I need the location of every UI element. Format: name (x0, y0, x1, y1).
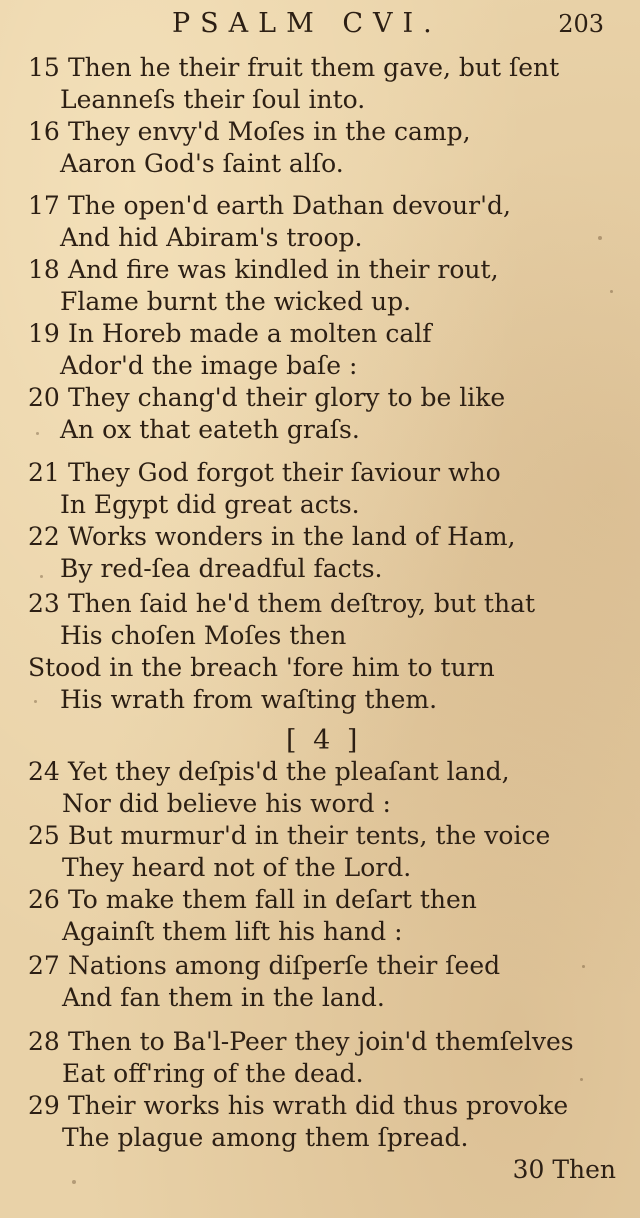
verse-line (28, 457, 501, 489)
verse-line (28, 318, 431, 350)
verse-text: The plague among them ſpread. (62, 1123, 469, 1152)
verse-text: Stood in the breach 'fore him to turn (28, 653, 495, 682)
catchword: 30 Then (512, 1155, 616, 1184)
verse-line (28, 884, 477, 916)
verse-text: Yet they deſpis'd the pleaſant land, (68, 757, 510, 786)
verse-number: 17 (28, 191, 60, 220)
verse-continuation-line (62, 788, 391, 820)
verse-continuation-line (28, 652, 495, 684)
verse-text: They chang'd their glory to be like (68, 383, 506, 412)
verse-text: Aaron God's ſaint alſo. (60, 149, 344, 178)
ink-speck (36, 432, 39, 435)
verse-text: Againſt them lift his hand : (62, 917, 403, 946)
verse-line (28, 1026, 574, 1058)
verse-line (28, 116, 471, 148)
verse-continuation-line (60, 620, 346, 652)
verse-number: 22 (28, 522, 60, 551)
verse-continuation-line (60, 414, 360, 446)
section-number: [ 4 ] (286, 725, 362, 756)
verse-number: 21 (28, 458, 60, 487)
verse-line (28, 820, 550, 852)
verse-text: They envy'd Moſes in the camp, (68, 117, 471, 146)
verse-number: 24 (28, 757, 60, 786)
verse-continuation-line (62, 852, 411, 884)
ink-speck (610, 290, 613, 293)
verse-text: To make them fall in deſart then (68, 885, 477, 914)
verse-continuation-line (60, 222, 362, 254)
ink-speck (72, 1180, 76, 1184)
verse-continuation-line (60, 84, 365, 116)
verse-text: Their works his wrath did thus provoke (68, 1091, 569, 1120)
verse-number: 16 (28, 117, 60, 146)
page-number: 203 (558, 10, 604, 38)
verse-text: His wrath from waſting them. (60, 685, 438, 714)
verse-continuation-line (60, 286, 411, 318)
verse-line (28, 382, 505, 414)
verse-continuation-line (62, 1122, 468, 1154)
verse-number: 18 (28, 255, 60, 284)
verse-text: Works wonders in the land of Ham, (68, 522, 516, 551)
verse-text: In Horeb made a molten calf (68, 319, 432, 348)
verse-text: By red-ſea dreadful facts. (60, 554, 383, 583)
verse-line (28, 1090, 568, 1122)
verse-text: Then ſaid he'd them deſtroy, but that (68, 589, 536, 618)
verse-text: Leanneſs their ſoul into. (60, 85, 366, 114)
verse-number: 27 (28, 951, 60, 980)
verse-continuation-line (60, 148, 344, 180)
verse-text: Eat off'ring of the dead. (62, 1059, 364, 1088)
verse-line (28, 254, 499, 286)
verse-text: Nor did believe his word : (62, 789, 391, 818)
ink-speck (582, 965, 585, 968)
verse-text: Flame burnt the wicked up. (60, 287, 412, 316)
ink-speck (598, 236, 602, 240)
verse-text: And hid Abiram's troop. (60, 223, 363, 252)
verse-text: Ador'd the image baſe : (60, 351, 358, 380)
verse-text: The open'd earth Dathan devour'd, (68, 191, 511, 220)
verse-number: 28 (28, 1027, 60, 1056)
verse-number: 26 (28, 885, 60, 914)
verse-number: 20 (28, 383, 60, 412)
verse-text: An ox that eateth graſs. (60, 415, 360, 444)
verse-text: And fire was kindled in their rout, (68, 255, 499, 284)
verse-continuation-line (60, 553, 382, 585)
verse-line (28, 521, 516, 553)
verse-number: 19 (28, 319, 60, 348)
verse-continuation-line (60, 684, 437, 716)
verse-text: His choſen Moſes then (60, 621, 347, 650)
verse-number: 23 (28, 589, 60, 618)
verse-continuation-line (60, 350, 357, 382)
verse-continuation-line (60, 489, 360, 521)
verse-line (28, 756, 510, 788)
verse-number: 25 (28, 821, 60, 850)
verse-continuation-line (62, 916, 403, 948)
verse-text: Nations among diſperſe their ſeed (68, 951, 501, 980)
ink-speck (34, 700, 37, 703)
verse-line (28, 950, 500, 982)
verse-text: And fan them in the land. (62, 983, 385, 1012)
verse-continuation-line (62, 1058, 364, 1090)
verse-number: 29 (28, 1091, 60, 1120)
verse-text: In Egypt did great acts. (60, 490, 360, 519)
verse-continuation-line (62, 982, 385, 1014)
verse-text: Then to Ba'l-Peer they join'd themſelves (68, 1027, 574, 1056)
verse-number: 15 (28, 53, 60, 82)
verse-line (28, 588, 535, 620)
ink-speck (580, 1078, 583, 1081)
verse-text: They God forgot their ſaviour who (68, 458, 501, 487)
verse-text: Then he their fruit them gave, but ſent (68, 53, 560, 82)
ink-speck (40, 575, 43, 578)
verse-line (28, 190, 511, 222)
verse-text: But murmur'd in their tents, the voice (68, 821, 551, 850)
verse-text: They heard not of the Lord. (62, 853, 412, 882)
verse-line (28, 52, 559, 84)
running-title: PSALM CVI. (172, 8, 442, 39)
